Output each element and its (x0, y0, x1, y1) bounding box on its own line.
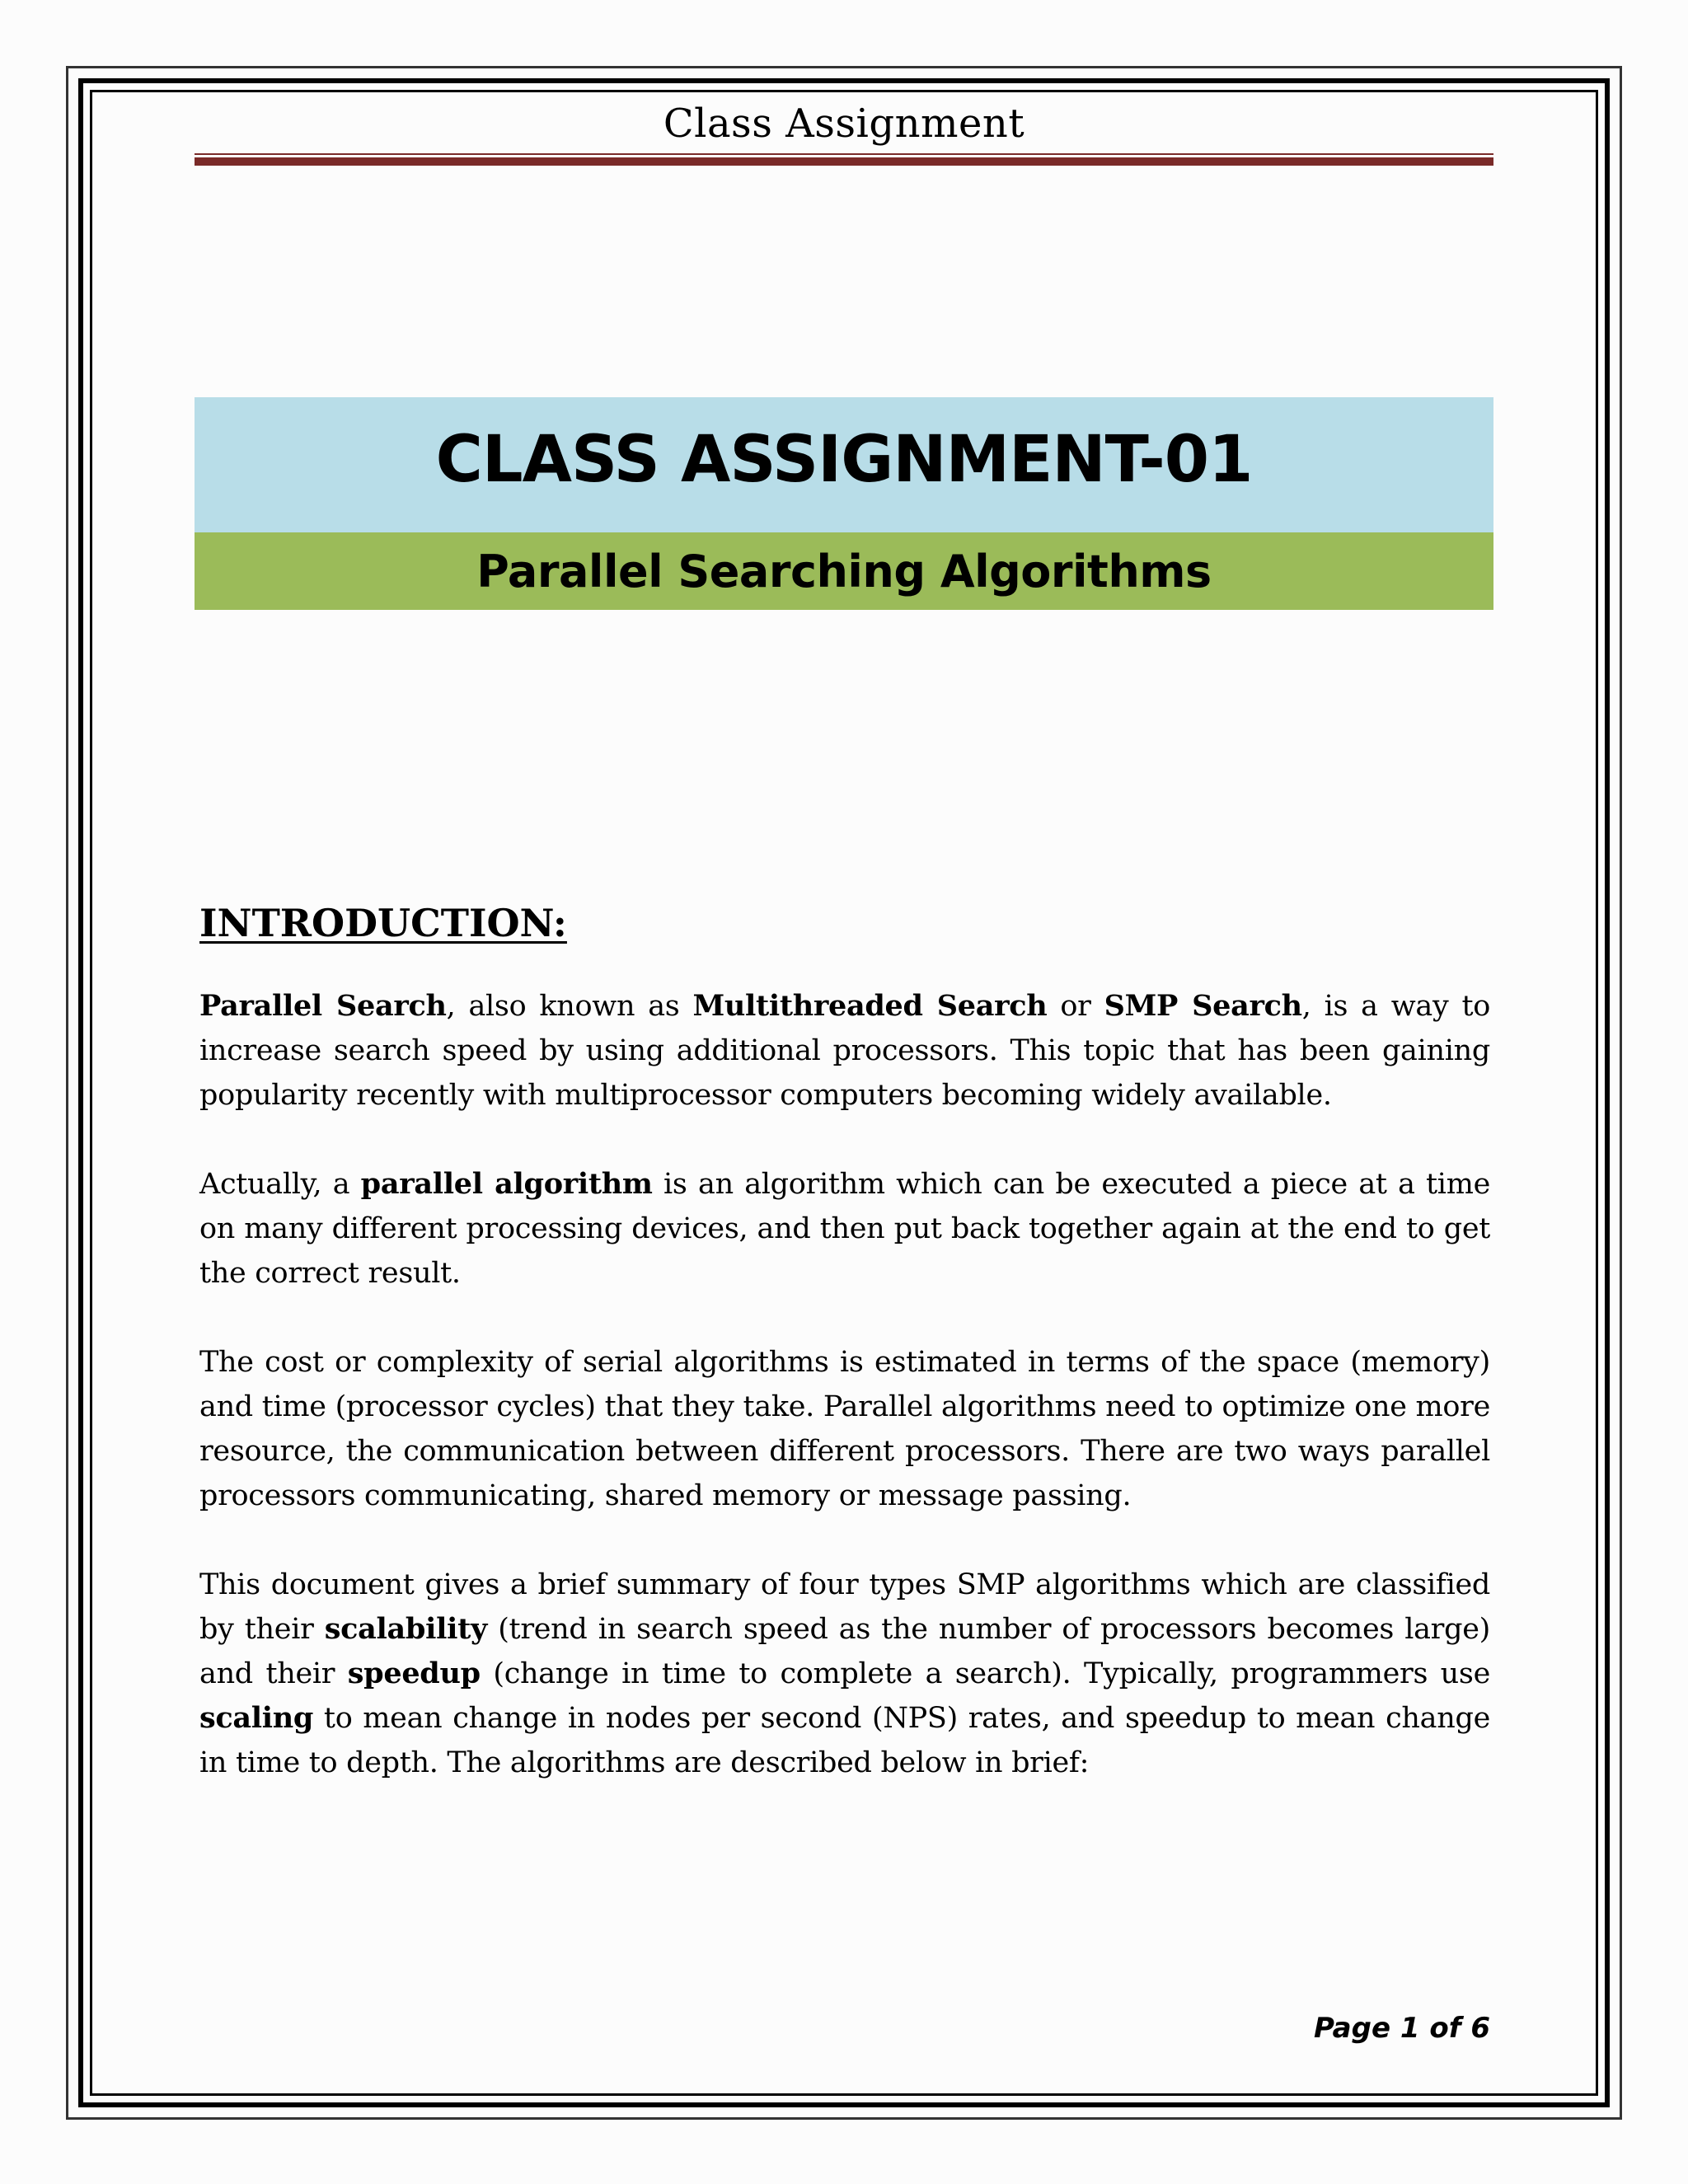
running-header: Class Assignment (663, 101, 1025, 147)
term-parallel-algorithm: parallel algorithm (360, 1167, 653, 1201)
subtitle-band (195, 532, 1493, 610)
term-parallel-search: Parallel Search (199, 989, 447, 1023)
term-scalability: scalability (324, 1612, 487, 1646)
paragraph-2: Actually, a parallel algorithm is an algorithm which can be executed a piece at a time on many different processing devices, and then put back together again at the end to get the correct result. (199, 1167, 1491, 1290)
header-rule-thin (195, 153, 1493, 155)
header-rule-thick (195, 157, 1493, 166)
introduction-body (199, 984, 1490, 1830)
term-smp-search: SMP Search (1104, 989, 1302, 1023)
page-number: Page 1 of 6 (1313, 2012, 1490, 2045)
term-scaling: scaling (199, 1701, 314, 1735)
paragraph-3: The cost or complexity of serial algorithms is estimated in terms of the space (memory) and time (processor cycles) that they take. Parallel algorithms need to optimize one more resource, the communication between different processors. There are two ways parallel processors communicating, shared memory or message passing. (199, 1346, 1490, 1512)
document-title: CLASS ASSIGNMENT-01 (435, 423, 1253, 497)
paragraph-1: Parallel Search, also known as Multithreaded Search or SMP Search, is a way to increase search speed by using additional processors. This topic that has been gaining popularity recently with multiprocessor computers becoming widely available. (199, 989, 1490, 1112)
section-heading-introduction: INTRODUCTION: (199, 901, 567, 945)
term-speedup: speedup (347, 1657, 481, 1690)
title-band (195, 397, 1493, 532)
paragraph-4: This document gives a brief summary of four types SMP algorithms which are classified by their scalability (trend in search speed as the number of processors becomes large) and their speedup (change in time to complete a search). Typically, programmers use scaling to mean change in nodes per second (NPS) rates, and speedup to mean change in time to depth. The algorithms are described below in brief: (199, 1568, 1490, 1779)
term-multithreaded-search: Multithreaded Search (692, 989, 1048, 1023)
document-subtitle: Parallel Searching Algorithms (476, 545, 1212, 598)
